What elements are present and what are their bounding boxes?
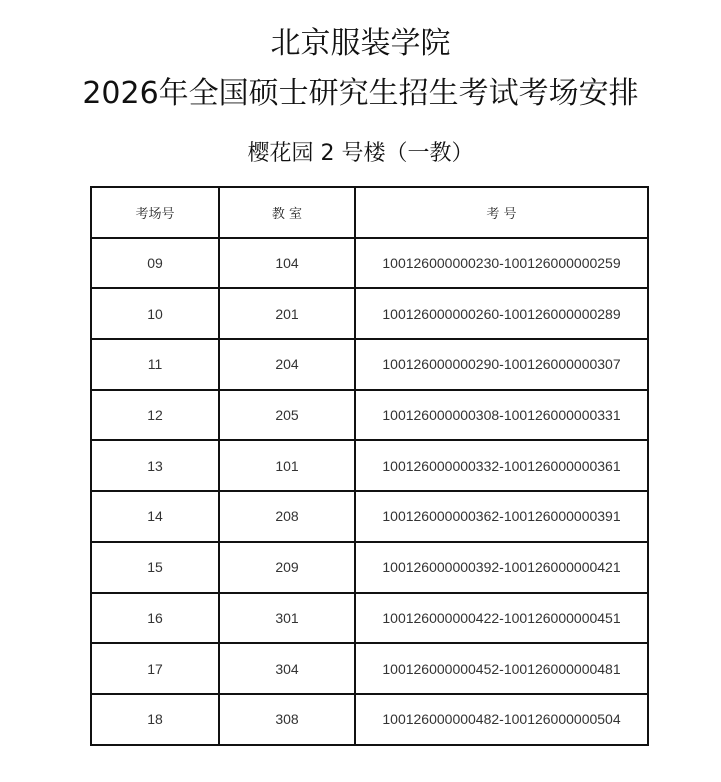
classroom-cell: 308 (219, 694, 355, 745)
exam-number-range-cell: 100126000000332-100126000000361 (355, 440, 648, 491)
column-header-room-number: 考场号 (91, 187, 219, 238)
table-row (91, 339, 648, 390)
document-title: 北京服装学院 (270, 26, 451, 61)
room-number-cell: 13 (91, 440, 219, 491)
classroom-cell: 201 (219, 288, 355, 339)
table-header-row (91, 187, 648, 238)
exam-number-range-cell: 100126000000260-100126000000289 (355, 288, 648, 339)
classroom-cell: 209 (219, 542, 355, 593)
column-header-classroom: 教 室 (219, 187, 355, 238)
table-row (91, 542, 648, 593)
room-number-cell: 10 (91, 288, 219, 339)
room-number-cell: 16 (91, 593, 219, 644)
room-number-cell: 11 (91, 339, 219, 390)
exam-number-range-cell: 100126000000392-100126000000421 (355, 542, 648, 593)
table-row (91, 694, 648, 745)
table-row (91, 288, 648, 339)
classroom-cell: 204 (219, 339, 355, 390)
exam-number-range-cell: 100126000000290-100126000000307 (355, 339, 648, 390)
classroom-cell: 301 (219, 593, 355, 644)
table-row (91, 643, 648, 694)
document-subtitle: 2026年全国硕士研究生招生考试考场安排 (82, 76, 639, 111)
room-number-cell: 17 (91, 643, 219, 694)
classroom-cell: 104 (219, 238, 355, 289)
table-body (91, 238, 648, 745)
room-number-cell: 15 (91, 542, 219, 593)
exam-number-range-cell: 100126000000452-100126000000481 (355, 643, 648, 694)
exam-number-range-cell: 100126000000230-100126000000259 (355, 238, 648, 289)
exam-number-range-cell: 100126000000308-100126000000331 (355, 390, 648, 441)
building-heading: 樱花园 2 号楼（一教） (247, 141, 474, 166)
table-row (91, 440, 648, 491)
room-number-cell: 18 (91, 694, 219, 745)
room-number-cell: 14 (91, 491, 219, 542)
room-number-cell: 09 (91, 238, 219, 289)
column-header-exam-numbers: 考 号 (355, 187, 648, 238)
exam-number-range-cell: 100126000000362-100126000000391 (355, 491, 648, 542)
table-row (91, 491, 648, 542)
classroom-cell: 304 (219, 643, 355, 694)
classroom-cell: 208 (219, 491, 355, 542)
table-row (91, 593, 648, 644)
table-row (91, 238, 648, 289)
table-row (91, 390, 648, 441)
exam-room-table (90, 186, 649, 746)
classroom-cell: 205 (219, 390, 355, 441)
exam-number-range-cell: 100126000000422-100126000000451 (355, 593, 648, 644)
classroom-cell: 101 (219, 440, 355, 491)
room-number-cell: 12 (91, 390, 219, 441)
exam-number-range-cell: 100126000000482-100126000000504 (355, 694, 648, 745)
